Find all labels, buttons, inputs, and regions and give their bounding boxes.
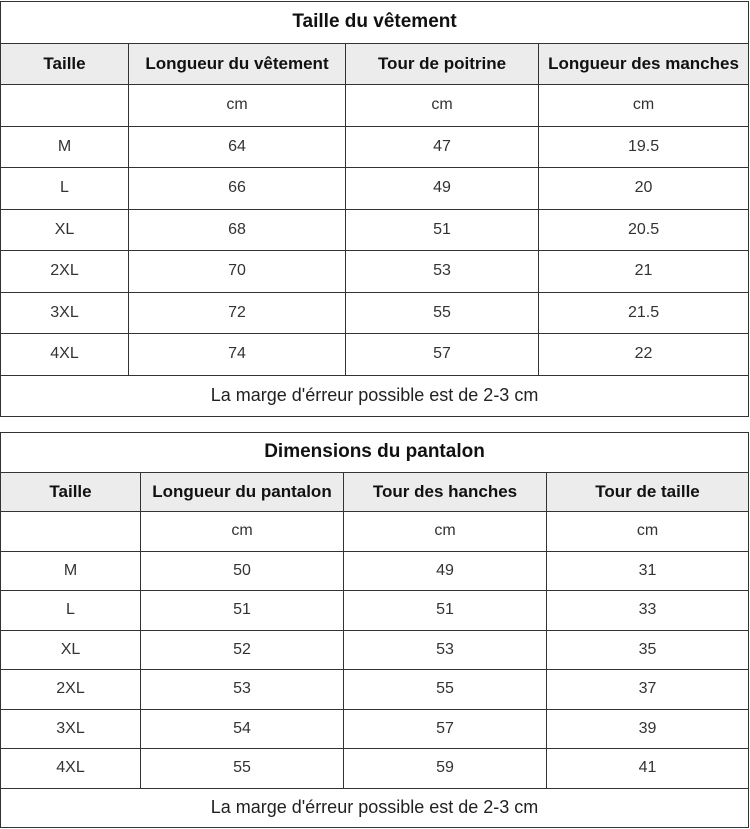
unit-cell: cm <box>344 512 547 552</box>
value-cell: 64 <box>129 126 346 168</box>
value-cell: 50 <box>141 551 344 591</box>
header-garment-length: Longueur du vêtement <box>129 43 346 85</box>
value-cell: 41 <box>547 749 749 789</box>
size-cell: 2XL <box>1 251 129 293</box>
value-cell: 74 <box>129 334 346 376</box>
value-cell: 51 <box>344 591 547 631</box>
value-cell: 51 <box>141 591 344 631</box>
unit-cell <box>1 85 129 127</box>
table-row <box>1 749 749 789</box>
unit-cell <box>1 512 141 552</box>
value-cell: 55 <box>346 292 539 334</box>
table-row <box>1 334 749 376</box>
value-cell: 53 <box>344 630 547 670</box>
value-cell: 57 <box>346 334 539 376</box>
table-row <box>1 630 749 670</box>
unit-cell: cm <box>547 512 749 552</box>
pants-size-table <box>0 432 749 828</box>
header-chest: Tour de poitrine <box>346 43 539 85</box>
size-cell: M <box>1 551 141 591</box>
table-row <box>1 670 749 710</box>
value-cell: 20 <box>539 168 749 210</box>
size-cell: L <box>1 168 129 210</box>
pants-table-title: Dimensions du pantalon <box>1 433 749 473</box>
clothing-table-title: Taille du vêtement <box>1 2 749 44</box>
value-cell: 51 <box>346 209 539 251</box>
value-cell: 55 <box>344 670 547 710</box>
table-row <box>1 292 749 334</box>
header-sleeve-length: Longueur des manches <box>539 43 749 85</box>
value-cell: 66 <box>129 168 346 210</box>
value-cell: 21 <box>539 251 749 293</box>
size-cell: L <box>1 591 141 631</box>
clothing-table-footnote: La marge d'érreur possible est de 2-3 cm <box>1 375 749 417</box>
value-cell: 22 <box>539 334 749 376</box>
size-cell: XL <box>1 209 129 251</box>
value-cell: 53 <box>141 670 344 710</box>
value-cell: 35 <box>547 630 749 670</box>
value-cell: 72 <box>129 292 346 334</box>
header-pants-length: Longueur du pantalon <box>141 472 344 512</box>
value-cell: 54 <box>141 709 344 749</box>
value-cell: 20.5 <box>539 209 749 251</box>
header-hips: Tour des hanches <box>344 472 547 512</box>
value-cell: 33 <box>547 591 749 631</box>
table-row <box>1 709 749 749</box>
value-cell: 47 <box>346 126 539 168</box>
unit-row <box>1 85 749 127</box>
size-cell: 4XL <box>1 334 129 376</box>
clothing-size-table <box>0 1 749 417</box>
value-cell: 37 <box>547 670 749 710</box>
unit-cell: cm <box>141 512 344 552</box>
value-cell: 59 <box>344 749 547 789</box>
table-row <box>1 551 749 591</box>
table-row <box>1 591 749 631</box>
value-cell: 70 <box>129 251 346 293</box>
unit-cell: cm <box>539 85 749 127</box>
value-cell: 19.5 <box>539 126 749 168</box>
value-cell: 68 <box>129 209 346 251</box>
value-cell: 52 <box>141 630 344 670</box>
table-row <box>1 126 749 168</box>
size-cell: XL <box>1 630 141 670</box>
size-cell: 2XL <box>1 670 141 710</box>
size-cell: 3XL <box>1 292 129 334</box>
unit-cell: cm <box>346 85 539 127</box>
size-cell: 4XL <box>1 749 141 789</box>
value-cell: 53 <box>346 251 539 293</box>
table-row <box>1 168 749 210</box>
header-size: Taille <box>1 472 141 512</box>
value-cell: 57 <box>344 709 547 749</box>
value-cell: 31 <box>547 551 749 591</box>
value-cell: 49 <box>344 551 547 591</box>
size-cell: 3XL <box>1 709 141 749</box>
unit-row <box>1 512 749 552</box>
value-cell: 21.5 <box>539 292 749 334</box>
table-row <box>1 251 749 293</box>
header-size: Taille <box>1 43 129 85</box>
size-cell: M <box>1 126 129 168</box>
header-waist: Tour de taille <box>547 472 749 512</box>
unit-cell: cm <box>129 85 346 127</box>
value-cell: 49 <box>346 168 539 210</box>
table-row <box>1 209 749 251</box>
value-cell: 55 <box>141 749 344 789</box>
pants-table-footnote: La marge d'érreur possible est de 2-3 cm <box>1 788 749 828</box>
value-cell: 39 <box>547 709 749 749</box>
